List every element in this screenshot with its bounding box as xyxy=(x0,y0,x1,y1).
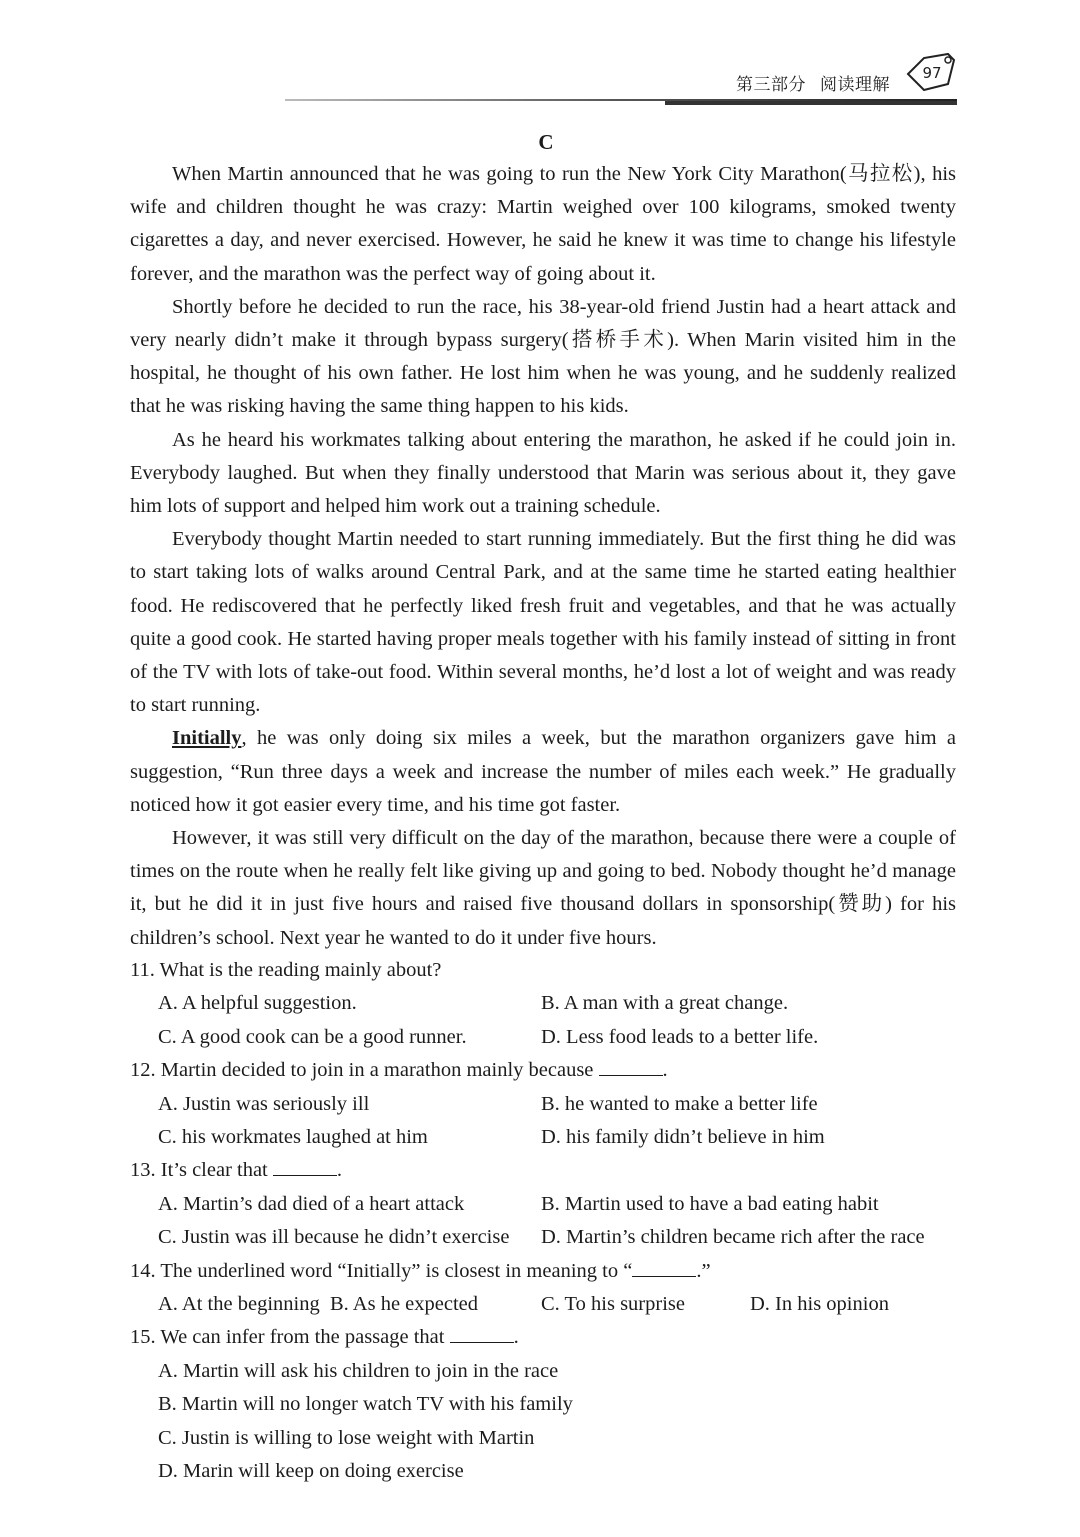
running-header xyxy=(736,70,890,95)
answer-blank xyxy=(450,1324,514,1343)
option-d[interactable]: D. Less food leads to a better life. xyxy=(541,1025,819,1048)
option-d[interactable]: D. his family didn’t believe in him xyxy=(541,1125,825,1148)
option-row xyxy=(130,1221,960,1254)
option-a[interactable]: A. At the beginning xyxy=(158,1292,320,1315)
paragraph-2: Shortly before he decided to run the race, his 38-year-old friend Justin had a heart attack and very nearly didn’t make it through bypass surgery(搭桥手术). When Marin visited him in the hospital, he thought of his own father. He lost him when he was young, and he suddenly realized that he was risking having the same thing happen to his kids. xyxy=(130,295,956,418)
answer-blank xyxy=(632,1258,696,1277)
header-section: 阅读理解 xyxy=(820,75,890,95)
paragraph-1: When Martin announced that he was going to run the New York City Marathon(马拉松), his wife and children thought he was crazy: Martin weighed over 100 kilograms, smoked twenty cigarettes a day, and never exercised. However, he said he knew it was time to change his lifestyle forever, and the marathon was the perfect way of going about it. xyxy=(130,163,956,285)
option-a[interactable]: A. Martin’s dad died of a heart attack xyxy=(158,1192,465,1215)
option-c[interactable]: C. Justin is willing to lose weight with Martin xyxy=(158,1426,535,1449)
option-c[interactable]: C. Justin was ill because he didn’t exercise xyxy=(158,1226,510,1249)
option-a[interactable]: A. Martin will ask his children to join in the race xyxy=(158,1359,559,1382)
option-row xyxy=(130,1188,960,1221)
option-b[interactable]: B. Martin used to have a bad eating habit xyxy=(541,1192,879,1215)
option-d[interactable]: D. In his opinion xyxy=(750,1292,889,1315)
paragraph-5 xyxy=(130,722,956,822)
option-d[interactable]: D. Martin’s children became rich after the race xyxy=(541,1226,925,1249)
option-row xyxy=(130,987,960,1020)
option-c[interactable]: C. his workmates laughed at him xyxy=(158,1125,428,1148)
section-letter: C xyxy=(538,130,554,154)
option-row xyxy=(130,1088,960,1121)
header-rule xyxy=(285,98,957,106)
paragraph-6: However, it was still very difficult on the day of the marathon, because there were a couple of times on the route when he really felt like giving up and going to bed. Nobody thought he’d manage it, but he did it in just five hours and raised five thousand dollars in sponsorship(赞助) for his children’s school. Next year he wanted to do it under five hours. xyxy=(130,827,956,949)
question-list xyxy=(130,954,960,1488)
paragraph-4: Everybody thought Martin needed to start running immediately. But the first thing he did was to start taking lots of walks around Central Park, and at the same time he started eating healthier food. He rediscovered that he perfectly liked fresh fruit and vegetables, and that he was actually quite a good cook. He started having proper meals together with his family instead of sitting in front of the TV with lots of take-out food. Within several months, he’d lost a lot of weight and was ready to start running. xyxy=(130,528,956,717)
question-stem: 14. The underlined word “Initially” is closest in meaning to “ .” xyxy=(130,1259,711,1282)
option-b[interactable]: B. As he expected xyxy=(330,1292,479,1315)
question-stem: 13. It’s clear that . xyxy=(130,1159,343,1182)
option-c[interactable]: C. To his surprise xyxy=(541,1292,685,1315)
option-b[interactable]: B. A man with a great change. xyxy=(541,992,789,1015)
page-header xyxy=(0,0,1080,120)
answer-blank xyxy=(273,1157,337,1176)
question-stem: 12. Martin decided to join in a marathon mainly because . xyxy=(130,1059,668,1082)
reading-passage xyxy=(130,158,956,955)
option-b[interactable]: B. he wanted to make a better life xyxy=(541,1092,818,1115)
question-stem: 11. What is the reading mainly about? xyxy=(130,959,442,981)
paragraph-5-text: , he was only doing six miles a week, but the marathon organizers gave him a suggestion, “Run three days a week and increase the number of miles each week.” He gradually noticed how it got easier every time, and his time got faster. xyxy=(130,727,956,816)
option-row xyxy=(130,1288,960,1321)
page-number: 97 xyxy=(922,64,942,82)
option-b[interactable]: B. Martin will no longer watch TV with his family xyxy=(158,1393,573,1416)
option-a[interactable]: A. Justin was seriously ill xyxy=(158,1092,370,1115)
header-part: 第三部分 xyxy=(736,75,806,95)
underlined-word: Initially xyxy=(172,727,242,750)
option-row xyxy=(130,1121,960,1154)
question-stem: 15. We can infer from the passage that . xyxy=(130,1326,519,1349)
option-c[interactable]: C. A good cook can be a good runner. xyxy=(158,1025,467,1048)
option-row xyxy=(130,1021,960,1054)
paragraph-3: As he heard his workmates talking about entering the marathon, he asked if he could join in. Everybody laughed. But when they finally understood that Marin was serious about it, they gave him lots of support and helped him work out a training schedule. xyxy=(130,428,956,518)
option-a[interactable]: A. A helpful suggestion. xyxy=(158,992,357,1015)
option-d[interactable]: D. Marin will keep on doing exercise xyxy=(158,1459,464,1482)
answer-blank xyxy=(599,1057,663,1076)
